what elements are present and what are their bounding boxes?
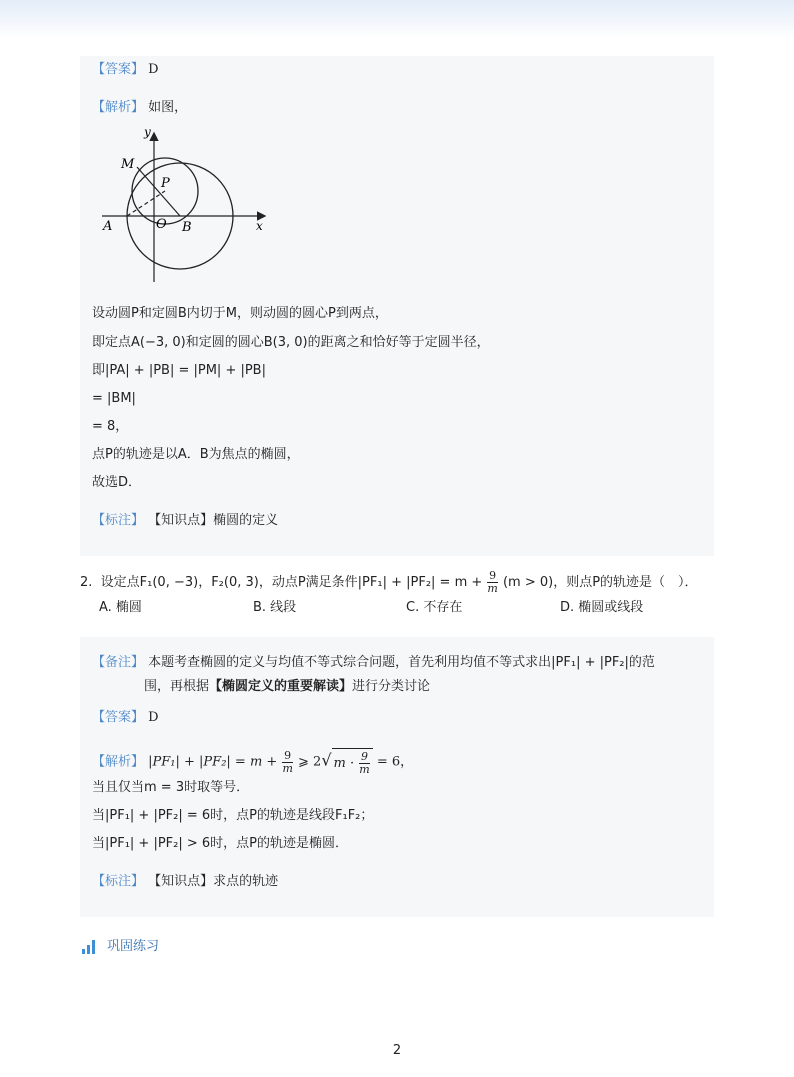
- q2-option-b: B. 线段: [253, 600, 297, 615]
- sqrt-frac-den: m: [359, 763, 370, 776]
- q2-analysis-line: [92, 748, 413, 776]
- q2-note-line: [92, 872, 278, 892]
- q1-line-4: = |BM|: [92, 391, 136, 406]
- page-number: 2: [392, 1043, 402, 1058]
- q2-number: 2.: [80, 575, 93, 590]
- bar-chart-icon: [82, 940, 98, 954]
- answer-tag: 【答案】: [92, 62, 145, 77]
- q1-line-1: 设动圆P和定圆B内切于M，则动圆的圆心P到两点，: [92, 306, 388, 321]
- remark-text-2a: 围，再根据: [144, 679, 210, 694]
- sqrt-expr: m ·: [333, 756, 355, 771]
- segment-MB: [137, 167, 180, 216]
- ellipse-figure: [96, 124, 276, 286]
- note-text-2: 【知识点】求点的轨迹: [148, 874, 279, 889]
- remark-text-2-bold: 【椭圆定义的重要解读】: [209, 679, 353, 694]
- label-x: x: [256, 219, 263, 233]
- q2-answer-line: [92, 708, 159, 728]
- answer-value: D: [148, 62, 159, 77]
- q1-line-3: 即|PA| + |PB| = |PM| + |PB|: [92, 363, 266, 378]
- q2-stem-a: 设定点F₁(0, −3)，F₂(0, 3)，动点P满足条件|PF₁| + |PF₂| = m +: [100, 575, 483, 590]
- q2-option-c: C. 不存在: [406, 600, 463, 615]
- label-A: A: [103, 219, 113, 234]
- q1-answer-line: [92, 60, 159, 80]
- sqrt-frac-num: 9: [360, 750, 368, 763]
- q2-option-d: D. 椭圆或线段: [560, 600, 644, 615]
- sqrt-content: [332, 748, 373, 776]
- note-tag: 【标注】: [92, 513, 145, 528]
- label-O: O: [156, 217, 167, 232]
- q2-remark-line-1: [92, 653, 655, 673]
- q1-line-5: = 8，: [92, 419, 129, 434]
- q1-note-line: [92, 511, 278, 531]
- q1-line-7: 故选D．: [92, 475, 142, 490]
- analysis-expr-a: |PF₁| + |PF₂| = m +: [148, 754, 278, 770]
- analysis-frac-num: 9: [284, 748, 292, 762]
- analysis-tag: 【解析】: [92, 100, 145, 115]
- analysis-tag-2: 【解析】: [92, 754, 145, 770]
- analysis-expr-c: = 6，: [376, 754, 414, 770]
- q2-stem-b: (m > 0)，则点P的轨迹是（ ）．: [502, 575, 698, 590]
- q1-analysis-line: [92, 98, 187, 118]
- top-banner: [0, 0, 794, 38]
- q1-line-6: 点P的轨迹是以A．B为焦点的椭圆，: [92, 447, 300, 462]
- remark-tag: 【备注】: [92, 655, 145, 670]
- answer-value-2: D: [148, 710, 159, 725]
- q2-line-1: 当且仅当m = 3时取等号．: [92, 780, 250, 795]
- q2-stem-fraction: [487, 570, 497, 595]
- note-text: 【知识点】椭圆的定义: [148, 513, 279, 528]
- analysis-frac-den: m: [282, 761, 293, 775]
- analysis-intro: 如图，: [148, 100, 188, 115]
- remark-text-2b: 进行分类讨论: [352, 679, 431, 694]
- note-tag-2: 【标注】: [92, 874, 145, 889]
- label-M: M: [121, 157, 135, 172]
- label-P: P: [161, 176, 170, 191]
- label-y: y: [144, 125, 151, 139]
- sqrt-fraction: [359, 751, 369, 776]
- remark-text-1: 本题考查椭圆的定义与均值不等式综合问题，首先利用均值不等式求出|PF₁| + |PF₂|的范: [148, 655, 655, 670]
- q2-stem: [80, 570, 698, 595]
- q2-frac-num: 9: [489, 569, 497, 582]
- q2-option-a: A. 椭圆: [99, 600, 142, 615]
- section-title: 巩固练习: [107, 939, 160, 954]
- analysis-fraction: [282, 750, 292, 775]
- q1-line-2: 即定点A(−3, 0)和定圆的圆心B(3, 0)的距离之和恰好等于定圆半径，: [92, 335, 490, 350]
- sqrt-sign: √: [321, 750, 332, 770]
- answer-tag-2: 【答案】: [92, 710, 145, 725]
- analysis-expr-b: ⩾ 2: [298, 754, 322, 770]
- q2-frac-den: m: [487, 582, 498, 595]
- q2-line-2: 当|PF₁| + |PF₂| = 6时，点P的轨迹是线段F₁F₂；: [92, 808, 374, 823]
- q2-line-3: 当|PF₁| + |PF₂| > 6时，点P的轨迹是椭圆．: [92, 836, 349, 851]
- label-B: B: [182, 220, 192, 235]
- q2-remark-line-2: [144, 677, 430, 697]
